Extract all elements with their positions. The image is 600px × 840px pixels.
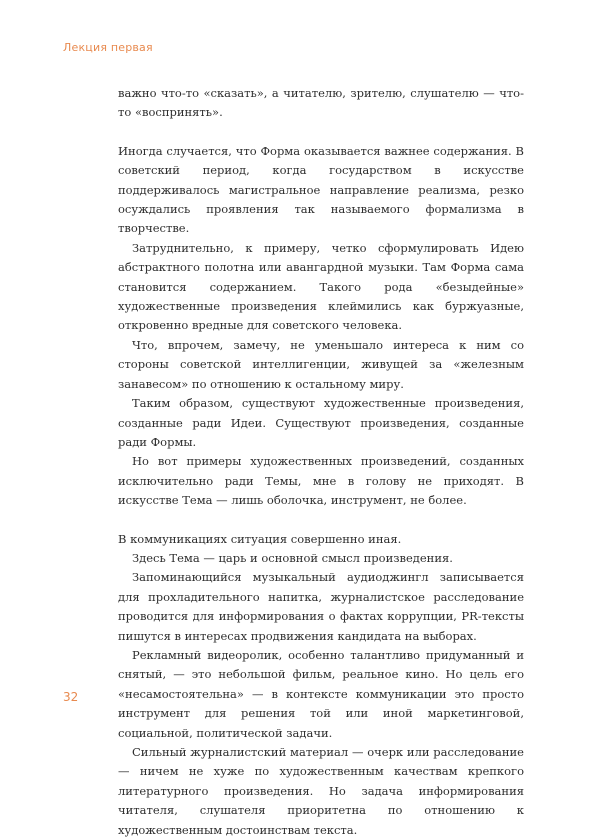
paragraph-3: Затруднительно, к примеру, четко сформулировать Идею абстрактного полотна или авангардной музыки. Там Форма сама становится содержанием. Такого рода «безыдейные» художественные произведения клеймились как буржуазные, откровенно вредные для советского человека.	[118, 240, 524, 333]
paragraph-6: Но вот примеры художественных произведений, созданных исключительно ради Темы, мне в голову не приходят. В искусстве Тема — лишь оболочка, инструмент, не более.	[118, 454, 524, 508]
paragraph-10: Рекламный видеоролик, особенно талантливо придуманный и снятый, — это небольшой фильм, реальное кино. Но цель его «несамостоятельна» — в контексте коммуникации это просто инструмент для решения той или иной маркетинговой, социальной, политической задачи.	[118, 647, 524, 740]
running-head: Лекция первая	[63, 41, 153, 54]
paragraph-11: Сильный журналистский материал — очерк или расследование — ничем не хуже по художественным качествам крепкого литературного произведения. Но задача информирования читателя, слушателя приоритетна по отношению к художественным достоинствам текста.	[118, 745, 524, 837]
body-text	[118, 84, 524, 840]
paragraph-4: Что, впрочем, замечу, не уменьшало интереса к ним со стороны советской интеллигенции, живущей за «железным занавесом» по отношению к остальному миру.	[118, 337, 524, 391]
paragraph-7: В коммуникациях ситуация совершенно иная.	[118, 531, 402, 546]
page-number: 32	[63, 690, 79, 704]
paragraph-5: Таким образом, существуют художественные произведения, созданные ради Идеи. Существуют произведения, созданные ради Формы.	[118, 396, 524, 449]
paragraph-8: Здесь Тема — царь и основной смысл произведения.	[132, 550, 453, 565]
paragraph-9: Запоминающийся музыкальный аудиоджингл записывается для прохладительного напитка, журналистское расследование проводится для информирования о фактах коррупции, PR-тексты пишутся в интересах продвижения кандидата на выборах.	[118, 570, 524, 643]
paragraph-1: важно что-то «сказать», а читателю, зрителю, слушателю — что-то «воспринять».	[118, 86, 524, 120]
paragraph-2: Иногда случается, что Форма оказывается важнее содержания. В советский период, когда государством в искусстве поддерживалось магистральное направление реализма, резко осуждались проявления так называемого формализма в творчестве.	[118, 143, 524, 236]
